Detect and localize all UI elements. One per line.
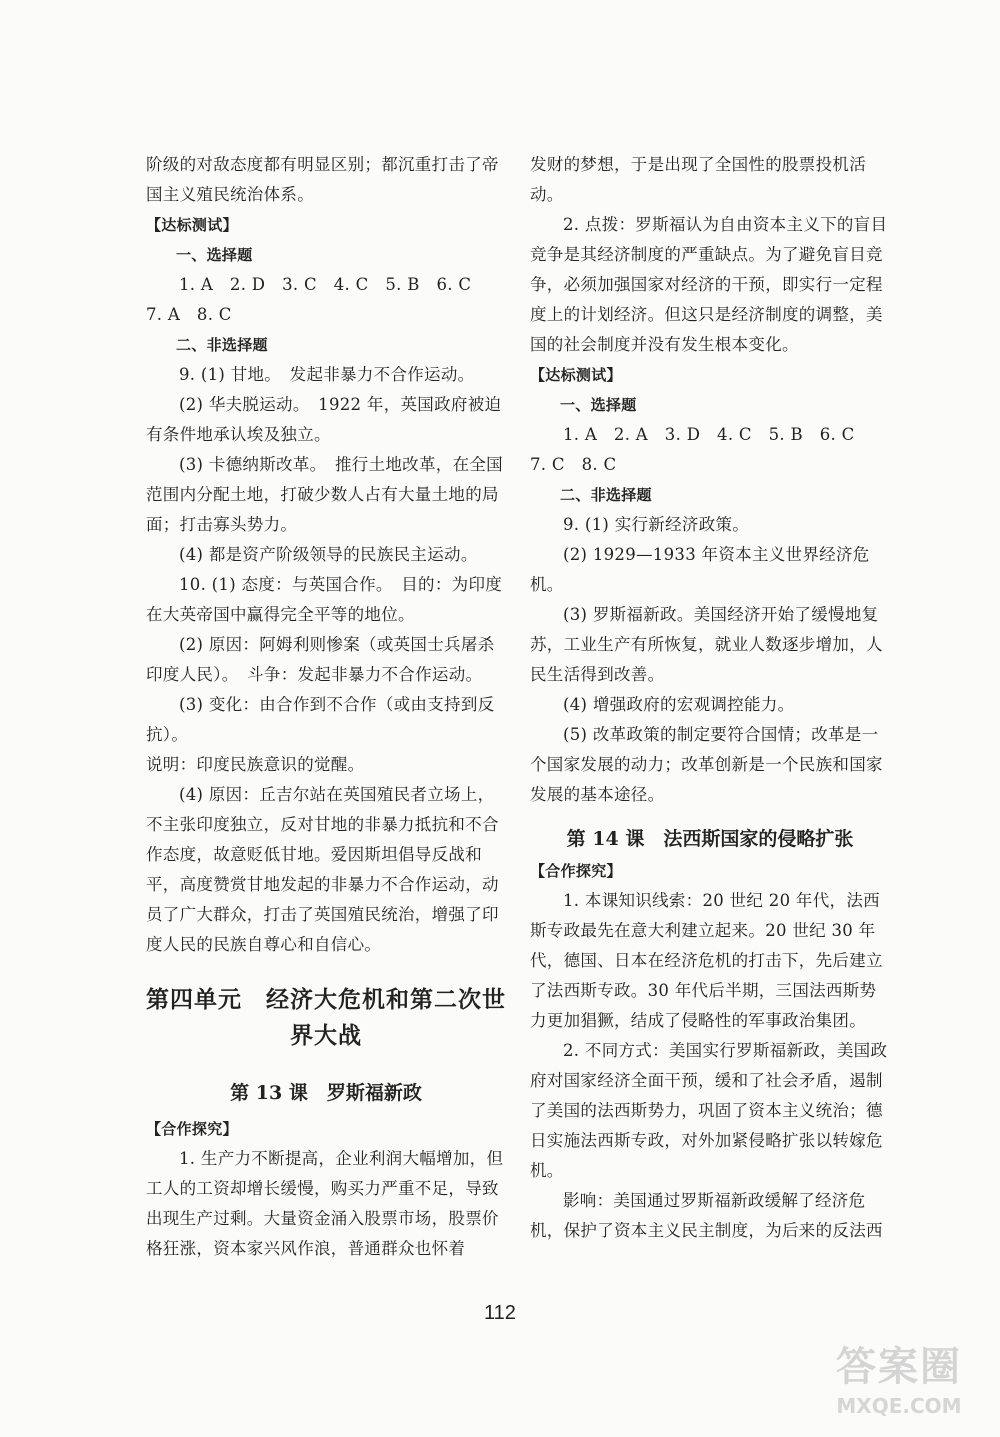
- answer-9-2: (2) 1929—1933 年资本主义世界经济危机。: [530, 545, 870, 594]
- answer-9-5: (5) 改革政策的制定要符合国情；改革是一个国家发展的动力；改革创新是一个民族和国家发展的基本途径。: [530, 725, 883, 804]
- answers-line-2: 7. C 8. C: [530, 455, 617, 474]
- answer-9-3: (3) 罗斯福新政。美国经济开始了缓慢地复苏，工业生产有所恢复，就业人数逐步增加，人民生活得到改善。: [530, 605, 883, 684]
- section-heading-coop: 【合作探究】: [146, 1120, 238, 1138]
- lesson-13-title: 第 13 课 罗斯福新政: [230, 1082, 422, 1104]
- answer-9-1: 9. (1) 实行新经济政策。: [563, 515, 750, 534]
- answer-9-4: (4) 都是资产阶级领导的民族民主运动。: [179, 545, 478, 564]
- page-number: 112: [484, 1302, 516, 1324]
- continued-paragraph: 阶级的对敌态度都有明显区别；都沉重打击了帝国主义殖民统治体系。: [146, 155, 499, 204]
- watermark-text: 答案圈: [836, 1344, 962, 1390]
- section-heading-coop: 【合作探究】: [530, 862, 622, 880]
- coop-answer-impact: 影响：美国通过罗斯福新政缓解了经济危机，保护了资本主义民主制度，为后来的反法西: [530, 1191, 883, 1240]
- coop-answer-2: 2. 点拨：罗斯福认为自由资本主义下的盲目竞争是其经济制度的严重缺点。为了避免盲目竞争，必须加强国家对经济的干预，即实行一定程度上的计划经济。但这只是经济制度的调整，美国的社会制度并没有发生根本变化。: [530, 215, 888, 354]
- section-heading-test: 【达标测试】: [530, 366, 622, 384]
- answers-line-1: 1. A 2. A 3. D 4. C 5. B 6. C: [563, 425, 855, 444]
- coop-answer-1: 1. 生产力不断提高，企业利润大幅增加，但工人的工资却增长缓慢，购买力严重不足，导致出现生产过剩。大量资金涌入股票市场，股票价格狂涨，资本家兴风作浪，普通群众也怀着: [146, 1149, 504, 1258]
- right-column: [530, 150, 890, 1246]
- lesson-14-title: 第 14 课 法西斯国家的侵略扩张: [566, 828, 854, 850]
- watermark-url: MXQE.COM: [836, 1394, 962, 1418]
- subheading-non-choice: 二、非选择题: [560, 486, 652, 504]
- answers-line-1: 1. A 2. D 3. C 4. C 5. B 6. C: [179, 275, 472, 294]
- coop-answer-1: 1. 本课知识线索：20 世纪 20 年代，法西斯专政最先在意大利建立起来。20 世纪 30 年代，德国、日本在经济危机的打击下，先后建立了法西斯专政。30 年代后半期，三国法西斯势力更加猖獗，结成了侵略性的军事政治集团。: [530, 891, 883, 1030]
- answer-9-2: (2) 华夫脱运动。 1922 年，英国政府被迫有条件地承认埃及独立。: [146, 395, 502, 444]
- unit-title-line-2: 界大战: [290, 1023, 362, 1049]
- unit-title: [146, 982, 506, 1054]
- answer-9-1: 9. (1) 甘地。 发起非暴力不合作运动。: [179, 365, 475, 384]
- answer-10-note: 说明：印度民族意识的觉醒。: [146, 755, 365, 774]
- answer-10-4: (4) 原因：丘吉尔站在英国殖民者立场上，不主张印度独立，反对甘地的非暴力抵抗和不合作态度，故意贬低甘地。爱因斯坦倡导反战和平，高度赞赏甘地发起的非暴力不合作运动，动员了广大群众，打击了英国殖民统治，增强了印度人民的民族自尊心和自信心。: [146, 785, 499, 954]
- unit-title-line-1: 第四单元 经济大危机和第二次世: [146, 987, 506, 1013]
- subheading-non-choice: 二、非选择题: [176, 336, 268, 354]
- answers-line-2: 7. A 8. C: [146, 305, 232, 324]
- left-column: [146, 150, 506, 1264]
- answer-10-3: (3) 变化：由合作到不合作（或由支持到反抗）。: [146, 695, 495, 744]
- subheading-multiple-choice: 一、选择题: [560, 396, 637, 414]
- subheading-multiple-choice: 一、选择题: [176, 246, 253, 264]
- answer-9-3: (3) 卡德纳斯改革。 推行土地改革，在全国范围内分配土地，打破少数人占有大量土地的局面；打击寡头势力。: [146, 455, 503, 534]
- answer-10-1: 10. (1) 态度：与英国合作。 目的：为印度在大英帝国中赢得完全平等的地位。: [146, 575, 503, 624]
- answer-9-4: (4) 增强政府的宏观调控能力。: [563, 695, 795, 714]
- watermark-logo: [804, 1341, 994, 1429]
- answer-10-2: (2) 原因：阿姆利则惨案（或英国士兵屠杀印度人民）。 斗争：发起非暴力不合作运动。: [146, 635, 495, 684]
- coop-answer-2: 2. 不同方式：美国实行罗斯福新政，美国政府对国家经济全面干预，缓和了社会矛盾，遏制了美国的法西斯势力，巩固了资本主义统治；德日实施法西斯专政，对外加紧侵略扩张以转嫁危机。: [530, 1041, 888, 1180]
- continued-paragraph: 发财的梦想，于是出现了全国性的股票投机活动。: [530, 155, 866, 204]
- section-heading-test: 【达标测试】: [146, 216, 238, 234]
